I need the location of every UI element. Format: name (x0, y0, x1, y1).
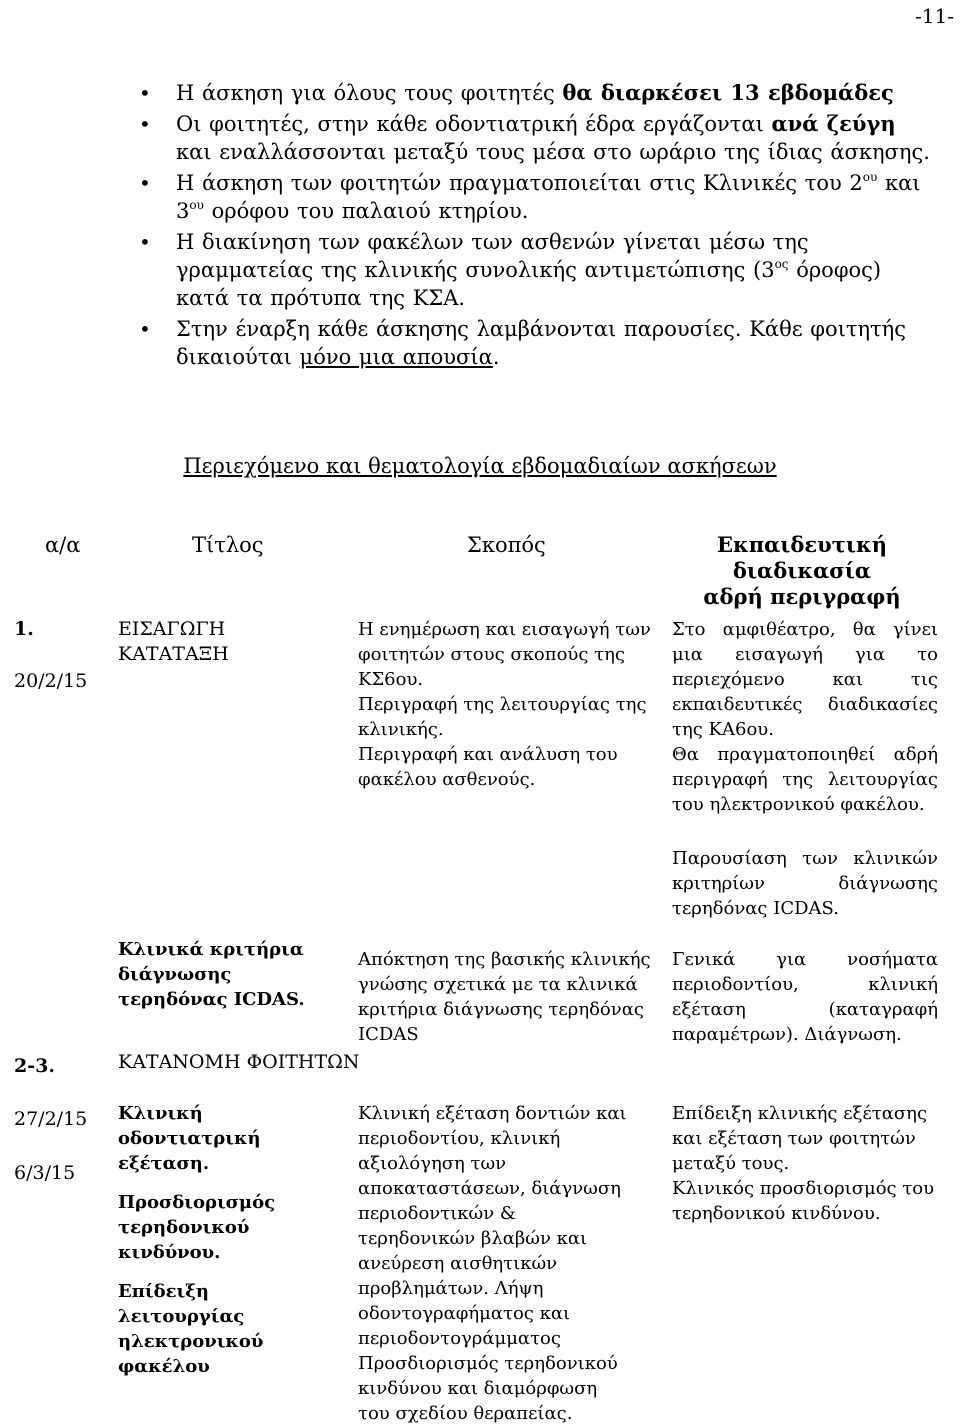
page-number: -11- (915, 4, 954, 28)
info-bullet-list (176, 79, 938, 374)
row2-procedure-icdas: Γενικά για νοσήματα περιοδοντίου, κλινική εξέταση (καταγραφή παραμέτρων). Διάγνωση. (672, 949, 938, 1045)
row1-procedure-icdas: Παρουσίαση των κλινικών κριτηρίων διάγνωσης τερηδόνας ICDAS. (672, 848, 938, 919)
row1-purpose: Η ενημέρωση και εισαγωγή των φοιτητών στους σκοπούς της ΚΣ6ου. Περιγραφή της λειτουργίας της κλινικής. Περιγραφή και ανάλυση του φακέλου ασθενούς. (358, 619, 651, 790)
bullet-records: • Η διακίνηση των φακέλων των ασθενών γίνεται μέσω της γραμματείας της κλινικής συνολικής αντιμετώπισης ($3^{o\varsigma}$ όροφος) κατά τα πρότυπα της ΚΣΑ. (176, 228, 938, 312)
row2-titles: Κλινική οδοντιατρική εξέταση. Προσδιορισμός τερηδονικού κινδύνου. Επίδειξη λειτουργίας ηλεκτρονικού φακέλου (118, 1103, 276, 1377)
row1-number: 1. (14, 618, 34, 640)
bullet-duration: • Η άσκηση για όλους τους φοιτητές θα διαρκέσει 13 εβδομάδες (176, 79, 938, 107)
row2-title-icdas: Κλινικά κριτήρια διάγνωσης τερηδόνας ICDAS. (118, 939, 305, 1010)
row2-purpose-exam: Κλινική εξέταση δοντιών και περιοδοντίου, κλινική αξιολόγηση των αποκαταστάσεων, διάγνωση περιοδοντικών & τερηδονικών βλαβών και ανεύρεση αισθητικών προβλημάτων. Λήψη οδοντογραφήματος και περιοδοντογράμματος Προσδιορισμός τερηδονικού κινδύνου και διαμόρφωση του σχεδίου θεραπείας. (358, 1103, 627, 1424)
header-procedure: Εκπαιδευτική διαδικασία αδρή περιγραφή (703, 532, 901, 609)
header-title: Τίτλος (192, 533, 264, 557)
bullet-location: • Η άσκηση των φοιτητών πραγματοποιείται στις Κλινικές του $2^{o\upsilon}$ και $3^{o\upsilon}$ ορόφου του παλαιού κτηρίου. (176, 169, 938, 225)
bullet-pairs: • Οι φοιτητές, στην κάθε οδοντιατρική έδρα εργάζονται ανά ζεύγη και εναλλάσσονται μεταξύ τους μέσα στο ωράριο της ίδιας άσκησης. (176, 110, 938, 166)
header-aa: α/α (45, 533, 81, 557)
row1-title: ΕΙΣΑΓΩΓΗ ΚΑΤΑΤΑΞΗ (118, 618, 229, 665)
row2-number: 2-3. (14, 1055, 55, 1077)
row2-date-2: 6/3/15 (14, 1162, 76, 1184)
row2-date-1: 27/2/15 (14, 1108, 88, 1130)
row1-procedure: Στο αμφιθέατρο, θα γίνει μια εισαγωγή για το περιεχόμενο και τις εκπαιδευτικές διαδικασίες της ΚΑ6ου. Θα πραγματοποιηθεί αδρή περιγραφή της λειτουργίας του ηλεκτρονικού φακέλου. (672, 619, 938, 815)
row2-title-allocation: ΚΑΤΑΝΟΜΗ ΦΟΙΤΗΤΩΝ (118, 1051, 360, 1073)
row2-procedure-exam: Επίδειξη κλινικής εξέτασης και εξέταση των φοιτητών μεταξύ τους. Κλινικός προσδιορισμός του τερηδονικού κινδύνου. (672, 1103, 935, 1224)
row2-purpose-icdas: Απόκτηση της βασικής κλινικής γνώσης σχετικά με τα κλινικά κριτήρια διάγνωσης τερηδόνας ICDAS (358, 949, 651, 1045)
section-title: Περιεχόμενο και θεματολογία εβδομαδιαίων ασκήσεων (183, 454, 777, 478)
header-purpose: Σκοπός (467, 533, 546, 557)
bullet-attendance: • Στην έναρξη κάθε άσκησης λαμβάνονται παρουσίες. Κάθε φοιτητής δικαιούται μόνο μια απουσία. (176, 315, 938, 371)
row1-date: 20/2/15 (14, 670, 88, 692)
